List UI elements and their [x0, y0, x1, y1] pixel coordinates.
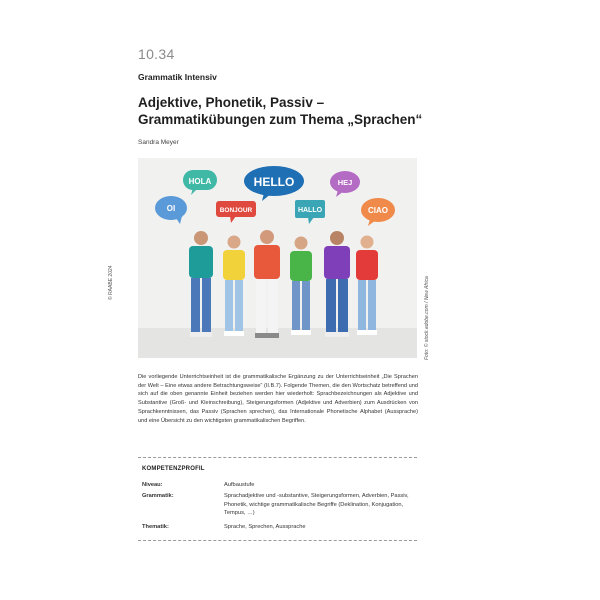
- row-value: Aufbaustufe: [224, 482, 255, 488]
- bubble-label: OI: [166, 204, 176, 213]
- title-line-2: Grammatikübungen zum Thema „Sprachen“: [138, 112, 423, 127]
- divider-bottom: [138, 540, 417, 541]
- row-value: Sprachadjektive und -substantive, Steigerungsformen, Adverbien, Passiv, Phonetik, wichtige grammatikalische Begriffe (Deklination, Konjugation, Tempus, …): [224, 493, 409, 517]
- row-label: Niveau:: [142, 482, 163, 488]
- document-title: [138, 94, 438, 128]
- kompetenzprofil-title: KOMPETENZPROFIL: [142, 466, 205, 472]
- row-label: Thematik:: [142, 524, 169, 530]
- bubble-label: BONJOUR: [219, 207, 253, 214]
- bubble-label: HOLA: [188, 177, 212, 186]
- bubble-label: HEJ: [337, 178, 353, 187]
- intro-paragraph: Die vorliegende Unterrichtseinheit ist die grammatikalische Ergänzung zu der Unterrichtseinheit „Die Sprachen der Welt – Eine etwas andere Betrachtungsweise“ (II.B.7). Folgende Themen, die den Wortschatz betreffend und sich auf die oben genannte Einheit beziehen werden hier wiederholt: Sprachbezeichnungen als Adjektive und Substantive (Groß- und Kleinschreibung), Steigerungsformen (Adjektive und Adverbien) zum Ausdrücken von Sprachkenntnissen, das Passiv (Sprachen sprechen), das Internationale Phonetische Alphabet (Aussprache) und eine Übersicht zu den wichtigsten grammatikalischen Begriffen.: [138, 374, 418, 424]
- title-line-1: Adjektive, Phonetik, Passiv –: [138, 95, 325, 110]
- bubble-label: CIAO: [368, 206, 388, 215]
- photo-credit: Foto: © stock.adobe.com / New Africa: [424, 276, 430, 360]
- row-value: Sprache, Sprechen, Aussprache: [224, 524, 306, 530]
- divider-top: [138, 457, 417, 458]
- bubble-label: HALLO: [297, 207, 323, 214]
- side-copyright: © RAABE 2024: [108, 265, 114, 300]
- author: Sandra Meyer: [138, 139, 179, 146]
- bubble-label: HELLO: [253, 175, 295, 189]
- series-title: Grammatik Intensiv: [138, 72, 217, 82]
- row-label: Grammatik:: [142, 493, 174, 499]
- cover-photo: [138, 158, 417, 358]
- page-number: 10.34: [138, 46, 175, 62]
